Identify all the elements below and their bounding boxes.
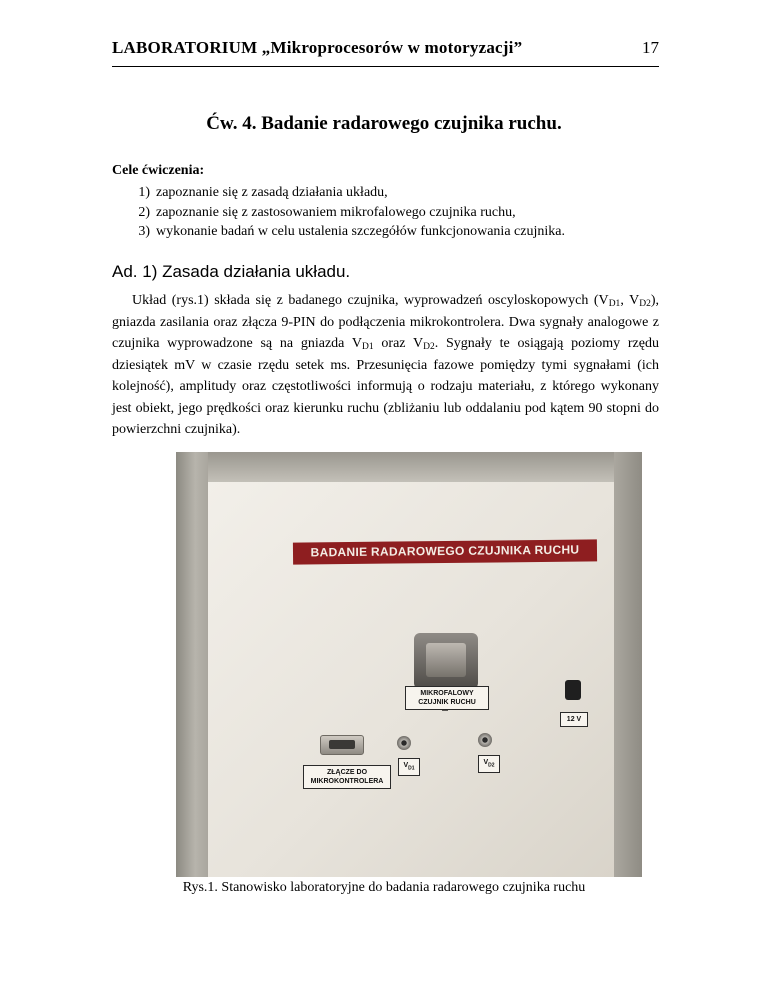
lab-station-photo bbox=[176, 452, 642, 877]
vd2-label: $V_{D2}$ bbox=[478, 755, 500, 773]
section-heading: Ad. 1) Zasada działania układu. bbox=[112, 262, 351, 281]
list-item: 2) zapoznanie się z zastosowaniem mikrofalowego czujnika ruchu, bbox=[138, 204, 516, 220]
frame-top bbox=[176, 452, 642, 482]
body-paragraph: Układ (rys.1) składa się z badanego czujnika, wyprowadzeń oscyloskopowych ($V_{D1}$, $V_{D2}$), gniazda zasilania oraz złącza 9-PIN do podłączenia mikrokontrolera. Dwa sygnały analogowe z czujnika wyprowadzone są na gniazda $V_{D1}$ oraz $V_{D2}$. Sygnały te osiągają poziomy rzędu dziesiątek mV w czasie rzędu setek ms. Przesunięcia fazowe pomiędzy tymi sygnałami (ich kolejność), amplitudy oraz częstotliwości informują o rodzaju materiału, z którego wykonany jest obiekt, jego prędkości oraz kierunku ruchu (zbliżaniu lub oddalaniu pod kątem 90 stopni do powierzchni czujnika). bbox=[112, 293, 660, 437]
bnc-vd1-socket bbox=[397, 736, 411, 750]
power-label: 12 V bbox=[560, 712, 588, 727]
page-number: 17 bbox=[642, 38, 659, 57]
connector-label: ZŁĄCZE DO MIKROKONTROLERA bbox=[303, 765, 391, 789]
list-item: 1) zapoznanie się z zasadą działania układu, bbox=[138, 185, 388, 200]
goals-list bbox=[112, 183, 565, 242]
radar-sensor bbox=[414, 633, 478, 689]
exercise-title: Ćw. 4. Badanie radarowego czujnika ruchu. bbox=[206, 113, 562, 134]
power-jack bbox=[565, 680, 581, 700]
page-header bbox=[112, 38, 659, 67]
sensor-label: MIKROFALOWY CZUJNIK RUCHU bbox=[405, 686, 489, 710]
bnc-vd2-socket bbox=[478, 733, 492, 747]
header-title: LABORATORIUM „Mikroprocesorów w motoryzacji” bbox=[112, 38, 523, 57]
goals-heading: Cele ćwiczenia: bbox=[112, 163, 205, 178]
frame-right bbox=[614, 452, 642, 877]
list-item: 3) wykonanie badań w celu ustalenia szczegółów funkcjonowania czujnika. bbox=[138, 224, 565, 239]
panel-banner: BADANIE RADAROWEGO CZUJNIKA RUCHU bbox=[293, 539, 597, 564]
panel bbox=[208, 482, 614, 877]
vd1-label: $V_{D1}$ bbox=[398, 758, 420, 776]
figure-caption: Rys.1. Stanowisko laboratoryjne do badania radarowego czujnika ruchu bbox=[182, 880, 586, 895]
frame-left bbox=[176, 452, 208, 877]
db9-connector bbox=[320, 735, 364, 755]
